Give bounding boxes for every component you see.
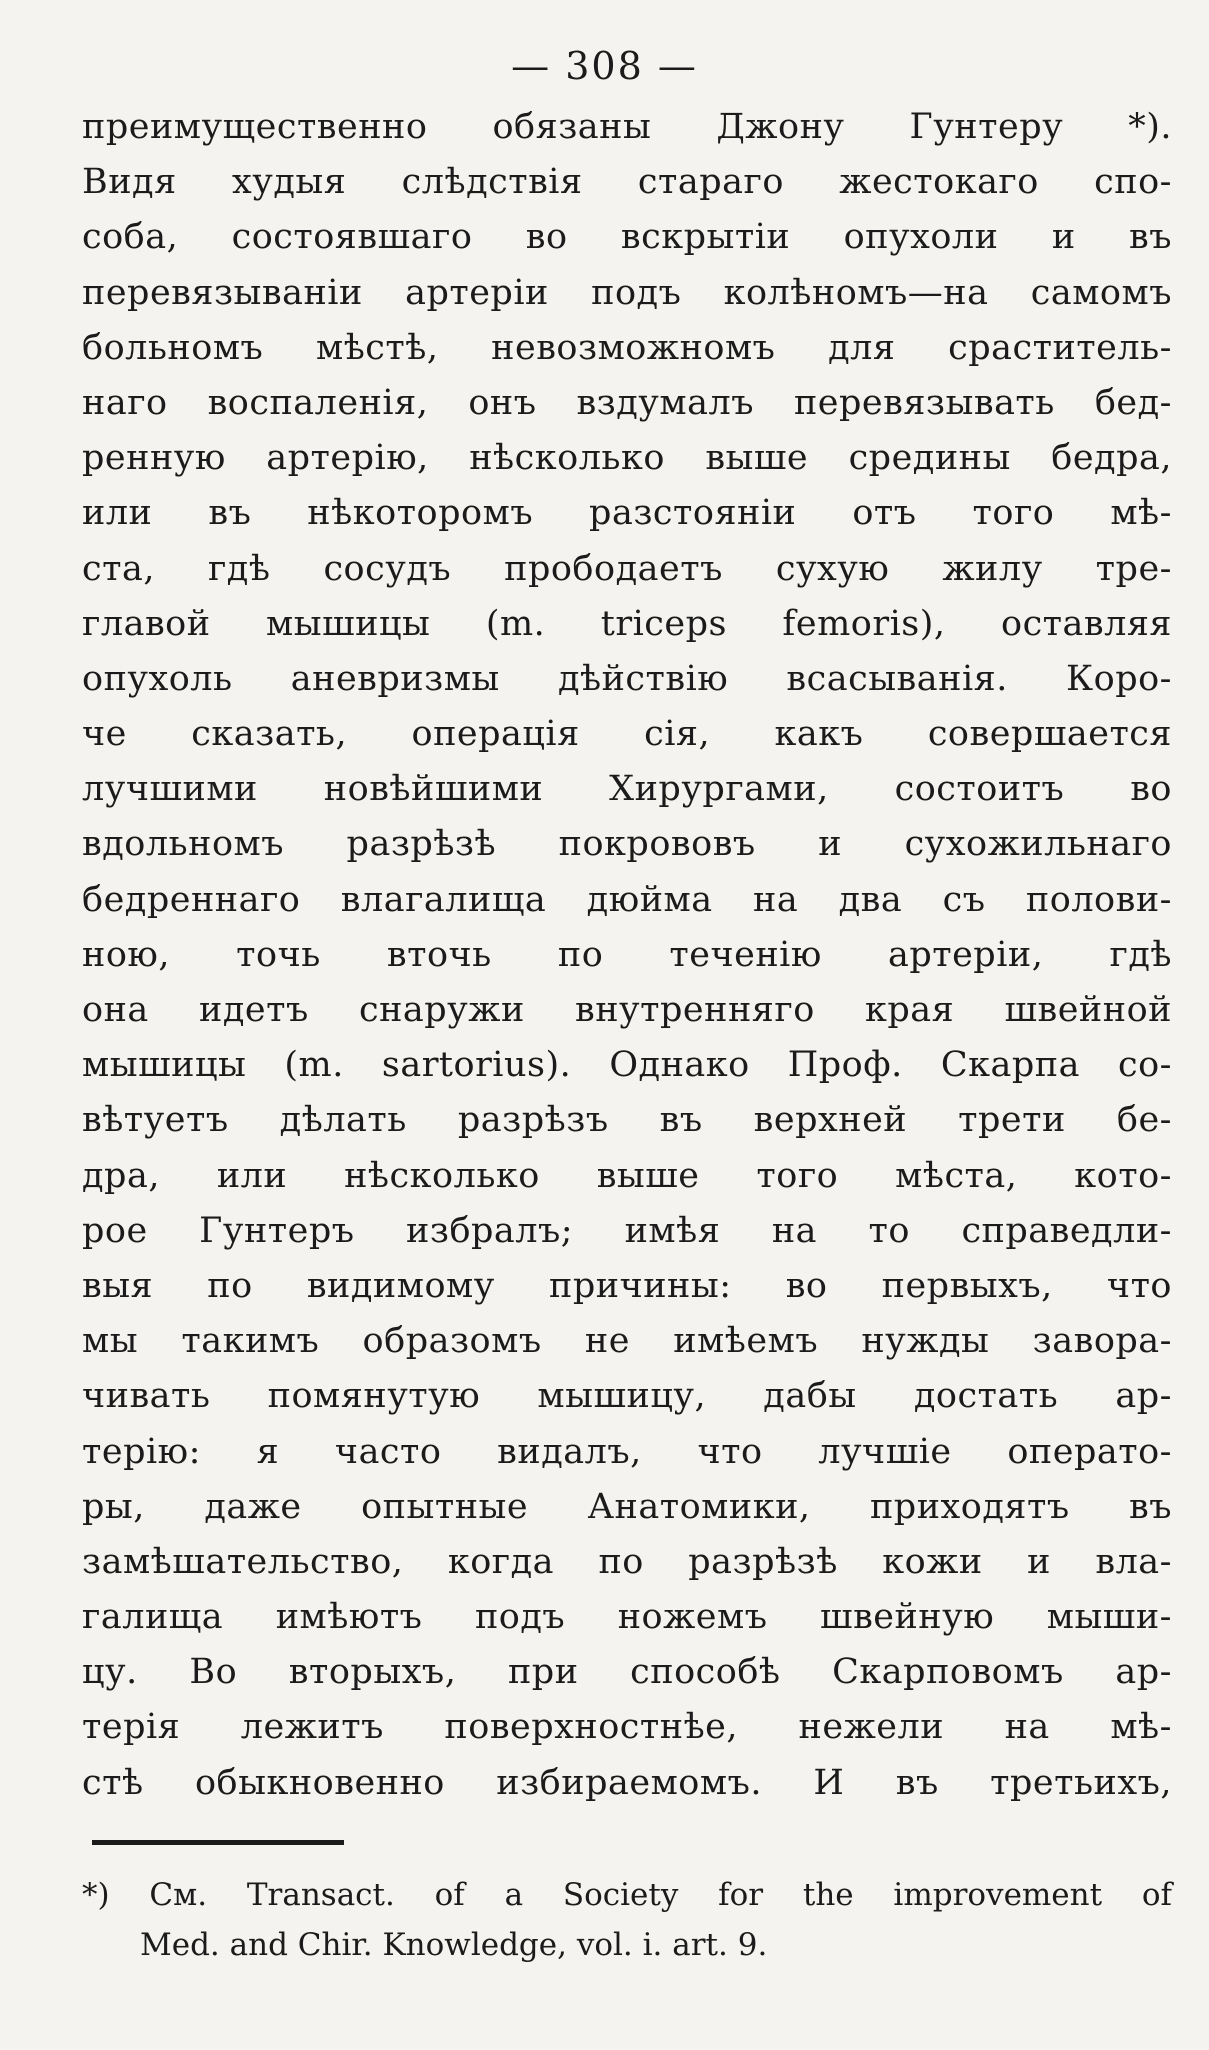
text-line: замѣшательство, когда по разрѣзѣ кожи и вла- (82, 1541, 1172, 1582)
page-number: — 308 — (511, 44, 698, 88)
text-line: дра, или нѣсколько выше того мѣста, кото- (82, 1155, 1172, 1196)
text-line: вѣтуетъ дѣлать разрѣзъ въ верхней трети бе- (82, 1100, 1172, 1141)
text-line: или въ нѣкоторомъ разстояніи отъ того мѣ- (82, 493, 1172, 534)
text-line: бедреннаго влагалища дюйма на два съ полови- (82, 879, 1172, 920)
text-line: наго воспаленія, онъ вздумалъ перевязывать бед- (82, 382, 1172, 423)
text-line: преимущественно обязаны Джону Гунтеру *). (82, 107, 1172, 147)
text-line: Видя худыя слѣдствія стараго жестокаго спо- (82, 162, 1172, 203)
text-line: больномъ мѣстѣ, невозможномъ для сраститель- (82, 327, 1172, 368)
text-line: главой мышицы (m. triceps femoris), оставляя (82, 603, 1172, 644)
text-line: ры, даже опытные Анатомики, приходятъ въ (82, 1486, 1172, 1527)
text-line: чивать помянутую мышицу, дабы достать ар- (82, 1376, 1172, 1417)
text-line: перевязываніи артеріи подъ колѣномъ—на самомъ (82, 272, 1172, 313)
text-line: мышицы (m. sartorius). Однако Проф. Скарпа со- (82, 1045, 1172, 1086)
text-line: опухоль аневризмы дѣйствію всасыванія. Коро- (82, 658, 1172, 699)
text-line: вдольномъ разрѣзѣ покрововъ и сухожильнаго (82, 824, 1172, 865)
text-line: выя по видимому причины: во первыхъ, что (82, 1265, 1172, 1306)
text-line: ста, гдѣ сосудъ прободаетъ сухую жилу тре- (82, 548, 1172, 589)
text-line: стѣ обыкновенно избираемомъ. И въ третьихъ, (82, 1762, 1172, 1803)
text-line: рое Гунтеръ избралъ; имѣя на то справедли- (82, 1210, 1172, 1251)
text-line: ренную артерію, нѣсколько выше средины бедра, (82, 438, 1172, 479)
footnote (82, 1870, 1172, 1970)
text-line: галища имѣютъ подъ ножемъ швейную мыши- (82, 1597, 1172, 1638)
text-line: лучшими новѣйшими Хирургами, состоитъ во (82, 769, 1172, 810)
text-line: ною, точь вточь по теченію артеріи, гдѣ (82, 934, 1172, 975)
text-line: терія лежитъ поверхностнѣе, нежели на мѣ- (82, 1707, 1172, 1748)
footnote-line: *) См. Transact. of a Society for the improvement of (82, 1877, 1172, 1913)
text-line: она идетъ снаружи внутренняго края швейной (82, 990, 1172, 1030)
footnote-divider (92, 1840, 344, 1845)
footnote-line: Med. and Chir. Knowledge, vol. i. art. 9. (140, 1927, 768, 1963)
text-line: терію: я часто видалъ, что лучшіе операто- (82, 1431, 1172, 1472)
body-text (82, 100, 1172, 1811)
text-line: мы такимъ образомъ не имѣемъ нужды завора- (82, 1321, 1172, 1362)
text-line: че сказать, операція сія, какъ совершается (82, 714, 1172, 755)
text-line: соба, состоявшаго во вскрытіи опухоли и въ (82, 217, 1172, 258)
text-line: цу. Во вторыхъ, при способѣ Скарповомъ ар- (82, 1652, 1172, 1693)
